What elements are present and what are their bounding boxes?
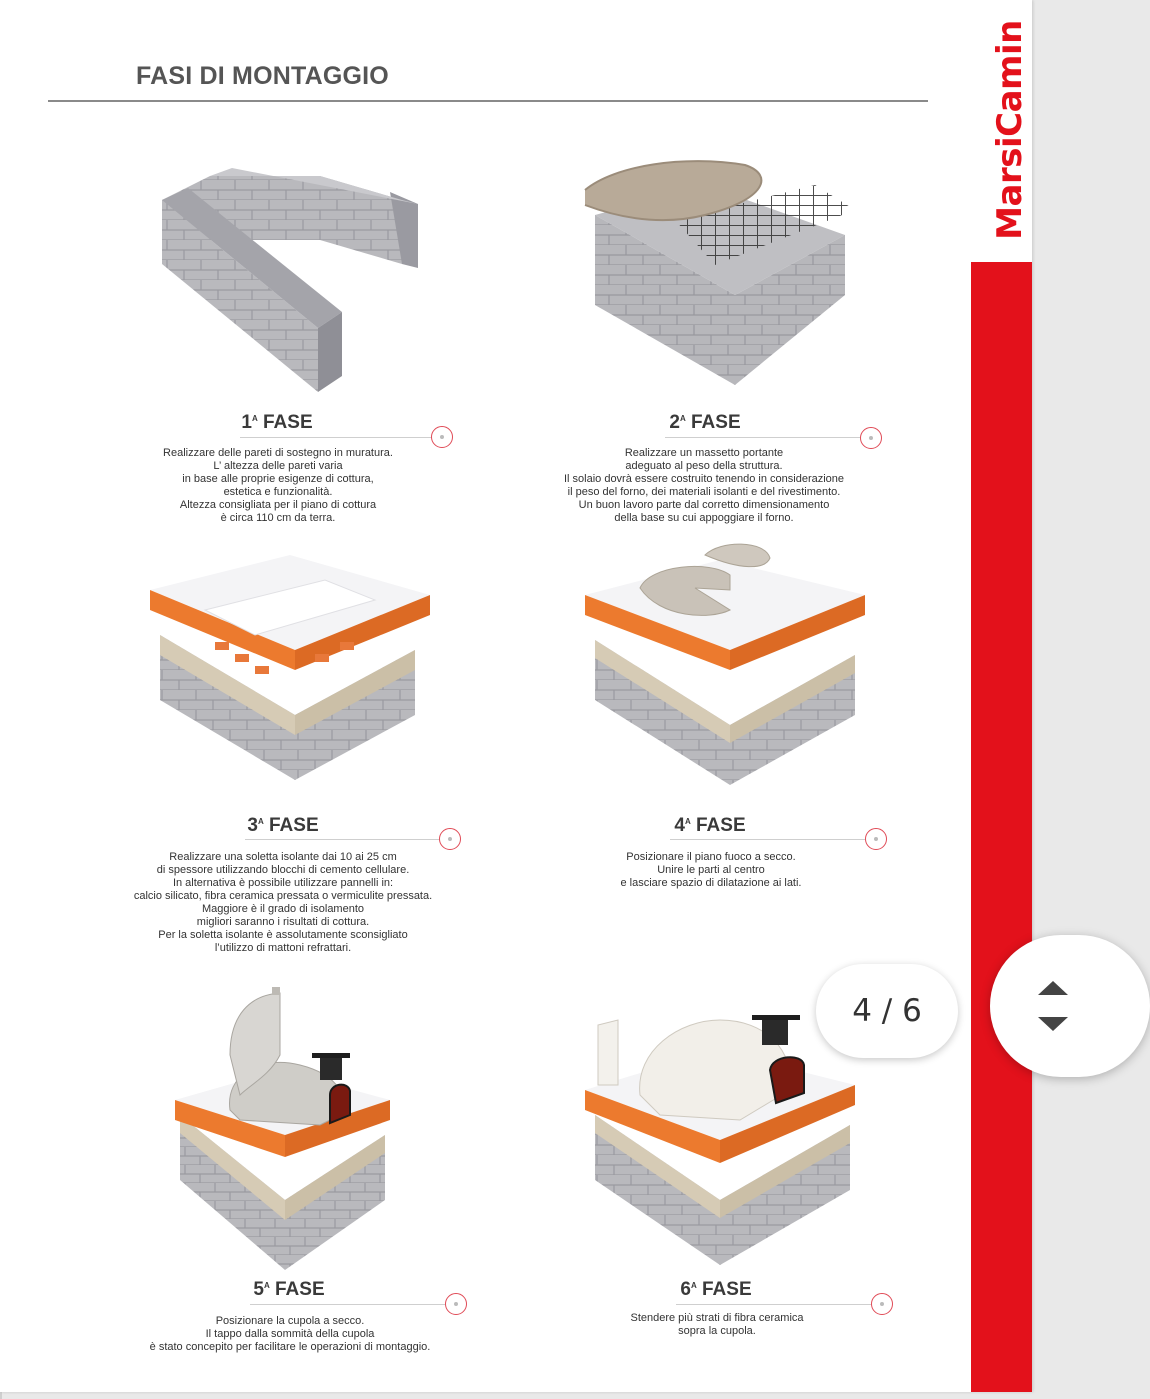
phase-3-hotspot[interactable] xyxy=(439,828,461,850)
phase-1-number: 1 xyxy=(241,412,252,433)
phase-6-number: 6 xyxy=(680,1279,691,1300)
phase-6-label: FASE xyxy=(702,1279,752,1300)
phase-6-sup: A xyxy=(690,1281,697,1290)
phase-5-rule xyxy=(250,1304,445,1305)
phase-6-description: Stendere più strati di fibra ceramica sopra la cupola. xyxy=(630,1312,804,1337)
phase-5-title xyxy=(139,1279,439,1301)
phase-4-description: Posizionare il piano fuoco a secco. Unire le parti al centro e lasciare spazio di dilatazione ai lati. xyxy=(620,851,802,889)
phase-5-description: Posizionare la cupola a secco. Il tappo dalla sommità della cupola è stato concepito per facilitare le operazioni di montaggio. xyxy=(149,1315,431,1353)
phase-2-sup: A xyxy=(679,414,686,423)
brand-logo: MarsiCamin xyxy=(990,20,1030,240)
phase-4-illustration xyxy=(580,540,870,805)
phase-6-title xyxy=(566,1279,866,1301)
phase-2-illustration xyxy=(575,145,865,390)
phase-6-rule xyxy=(676,1304,871,1305)
scroll-down-icon[interactable] xyxy=(1038,1017,1068,1031)
fast-scroll-handle[interactable] xyxy=(990,935,1150,1077)
phase-5-hotspot[interactable] xyxy=(445,1293,467,1315)
phase-1-title xyxy=(127,412,427,434)
scroll-up-icon[interactable] xyxy=(1038,981,1068,995)
phase-1-hotspot[interactable] xyxy=(431,426,453,448)
phase-2-label: FASE xyxy=(691,412,741,433)
title-divider xyxy=(48,100,928,102)
phase-1-description: Realizzare delle pareti di sostegno in muratura. L’ altezza delle pareti varia in base alle proprie esigenze di cottura, estetica e funzionalità. Altezza consigliata per il piano di cottura è circa 110 cm da terra. xyxy=(163,447,393,524)
page-indicator: 4 / 6 xyxy=(816,964,958,1058)
phase-3-rule xyxy=(245,839,440,840)
phase-6-illustration xyxy=(580,995,865,1275)
phase-1-illustration xyxy=(150,140,440,405)
phase-3-illustration xyxy=(145,550,440,805)
phase-3-number: 3 xyxy=(247,815,258,836)
phase-2-description: Realizzare un massetto portante adeguato al peso della struttura. Il solaio dovrà essere costruito tenendo in considerazione il peso del forno, dei materiali isolanti e del rivestimento. Un buon lavoro parte dal corretto dimensionamento della base su cui appoggiare il forno. xyxy=(563,447,845,524)
phase-5-number: 5 xyxy=(253,1279,264,1300)
phase-5-illustration xyxy=(170,985,395,1275)
phase-4-hotspot[interactable] xyxy=(865,828,887,850)
phase-4-number: 4 xyxy=(674,815,685,836)
phase-2-hotspot[interactable] xyxy=(860,427,882,449)
phase-3-sup: A xyxy=(257,817,264,826)
page-title: FASI DI MONTAGGIO xyxy=(136,62,389,90)
phase-4-title xyxy=(560,815,860,837)
phase-3-title xyxy=(133,815,433,837)
phase-5-label: FASE xyxy=(275,1279,325,1300)
phase-4-label: FASE xyxy=(696,815,746,836)
phase-2-rule xyxy=(665,437,860,438)
phase-1-sup: A xyxy=(251,414,258,423)
phase-1-rule xyxy=(240,437,435,438)
phase-2-number: 2 xyxy=(669,412,680,433)
phase-1-label: FASE xyxy=(263,412,313,433)
phase-3-label: FASE xyxy=(269,815,319,836)
phase-3-description: Realizzare una soletta isolante dai 10 ai 25 cm di spessore utilizzando blocchi di cemento cellulare. In alternativa è possibile utilizzare pannelli in: calcio silicato, fibra ceramica pressata o vermiculite pressata. Maggiore è il grado di isolamento migliori saranno i risultati di cottura. Per la soletta isolante è assolutamente sconsigliato l’utilizzo di mattoni refrattari. xyxy=(133,851,433,954)
brand-side-bar xyxy=(971,262,1032,1392)
phase-4-sup: A xyxy=(684,817,691,826)
phase-4-rule xyxy=(670,839,865,840)
phase-5-sup: A xyxy=(263,1281,270,1290)
phase-2-title xyxy=(555,412,855,434)
